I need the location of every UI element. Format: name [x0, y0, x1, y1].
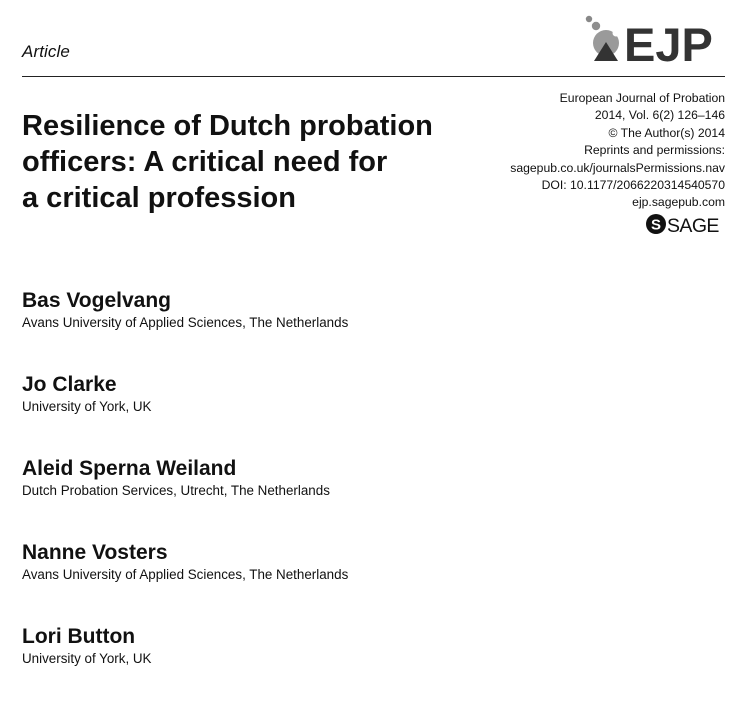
author-affiliation: Avans University of Applied Sciences, The Netherlands: [22, 315, 349, 330]
title-line: Resilience of Dutch probation: [22, 110, 433, 142]
publication-info: [465, 90, 725, 212]
author-name: Aleid Sperna Weiland: [22, 457, 237, 480]
sage-publisher-logo: [645, 211, 725, 237]
journal-url[interactable]: ejp.sagepub.com: [632, 195, 725, 210]
logo-highlight: [613, 30, 620, 37]
author-name: Nanne Vosters: [22, 541, 168, 564]
doi[interactable]: DOI: 10.1177/2066220314540570: [541, 178, 725, 193]
author-name: Lori Button: [22, 625, 136, 648]
author-affiliation: University of York, UK: [22, 399, 152, 414]
sage-logo-mark: S: [650, 216, 662, 234]
author-entry: [22, 372, 622, 456]
logo-dot-medium: [592, 22, 600, 30]
sage-logo-text: SAGE: [667, 215, 719, 237]
author-name: Jo Clarke: [22, 373, 117, 396]
author-affiliation: Dutch Probation Services, Utrecht, The Netherlands: [22, 483, 330, 498]
author-affiliation: University of York, UK: [22, 651, 152, 666]
logo-text: EJP: [624, 18, 713, 66]
journal-name: European Journal of Probation: [559, 91, 725, 105]
reprints-label: Reprints and permissions:: [584, 143, 725, 158]
permissions-link[interactable]: sagepub.co.uk/journalsPermissions.nav: [510, 160, 725, 175]
ejp-journal-logo: [584, 14, 726, 66]
author-entry: [22, 288, 622, 372]
author-list: [22, 288, 622, 708]
article-type-label: Article: [22, 42, 70, 61]
title-line: a critical profession: [22, 182, 296, 214]
logo-dot-small: [586, 16, 592, 22]
article-title: [22, 108, 492, 216]
copyright: © The Author(s) 2014: [608, 125, 725, 140]
author-entry: [22, 540, 622, 624]
title-line: officers: A critical need for: [22, 146, 388, 178]
author-entry: [22, 624, 622, 708]
volume-info: 2014, Vol. 6(2) 126–146: [594, 108, 725, 123]
author-name: Bas Vogelvang: [22, 289, 171, 312]
author-affiliation: Avans University of Applied Sciences, The Netherlands: [22, 567, 349, 582]
author-entry: [22, 456, 622, 540]
header-divider: [22, 76, 725, 77]
